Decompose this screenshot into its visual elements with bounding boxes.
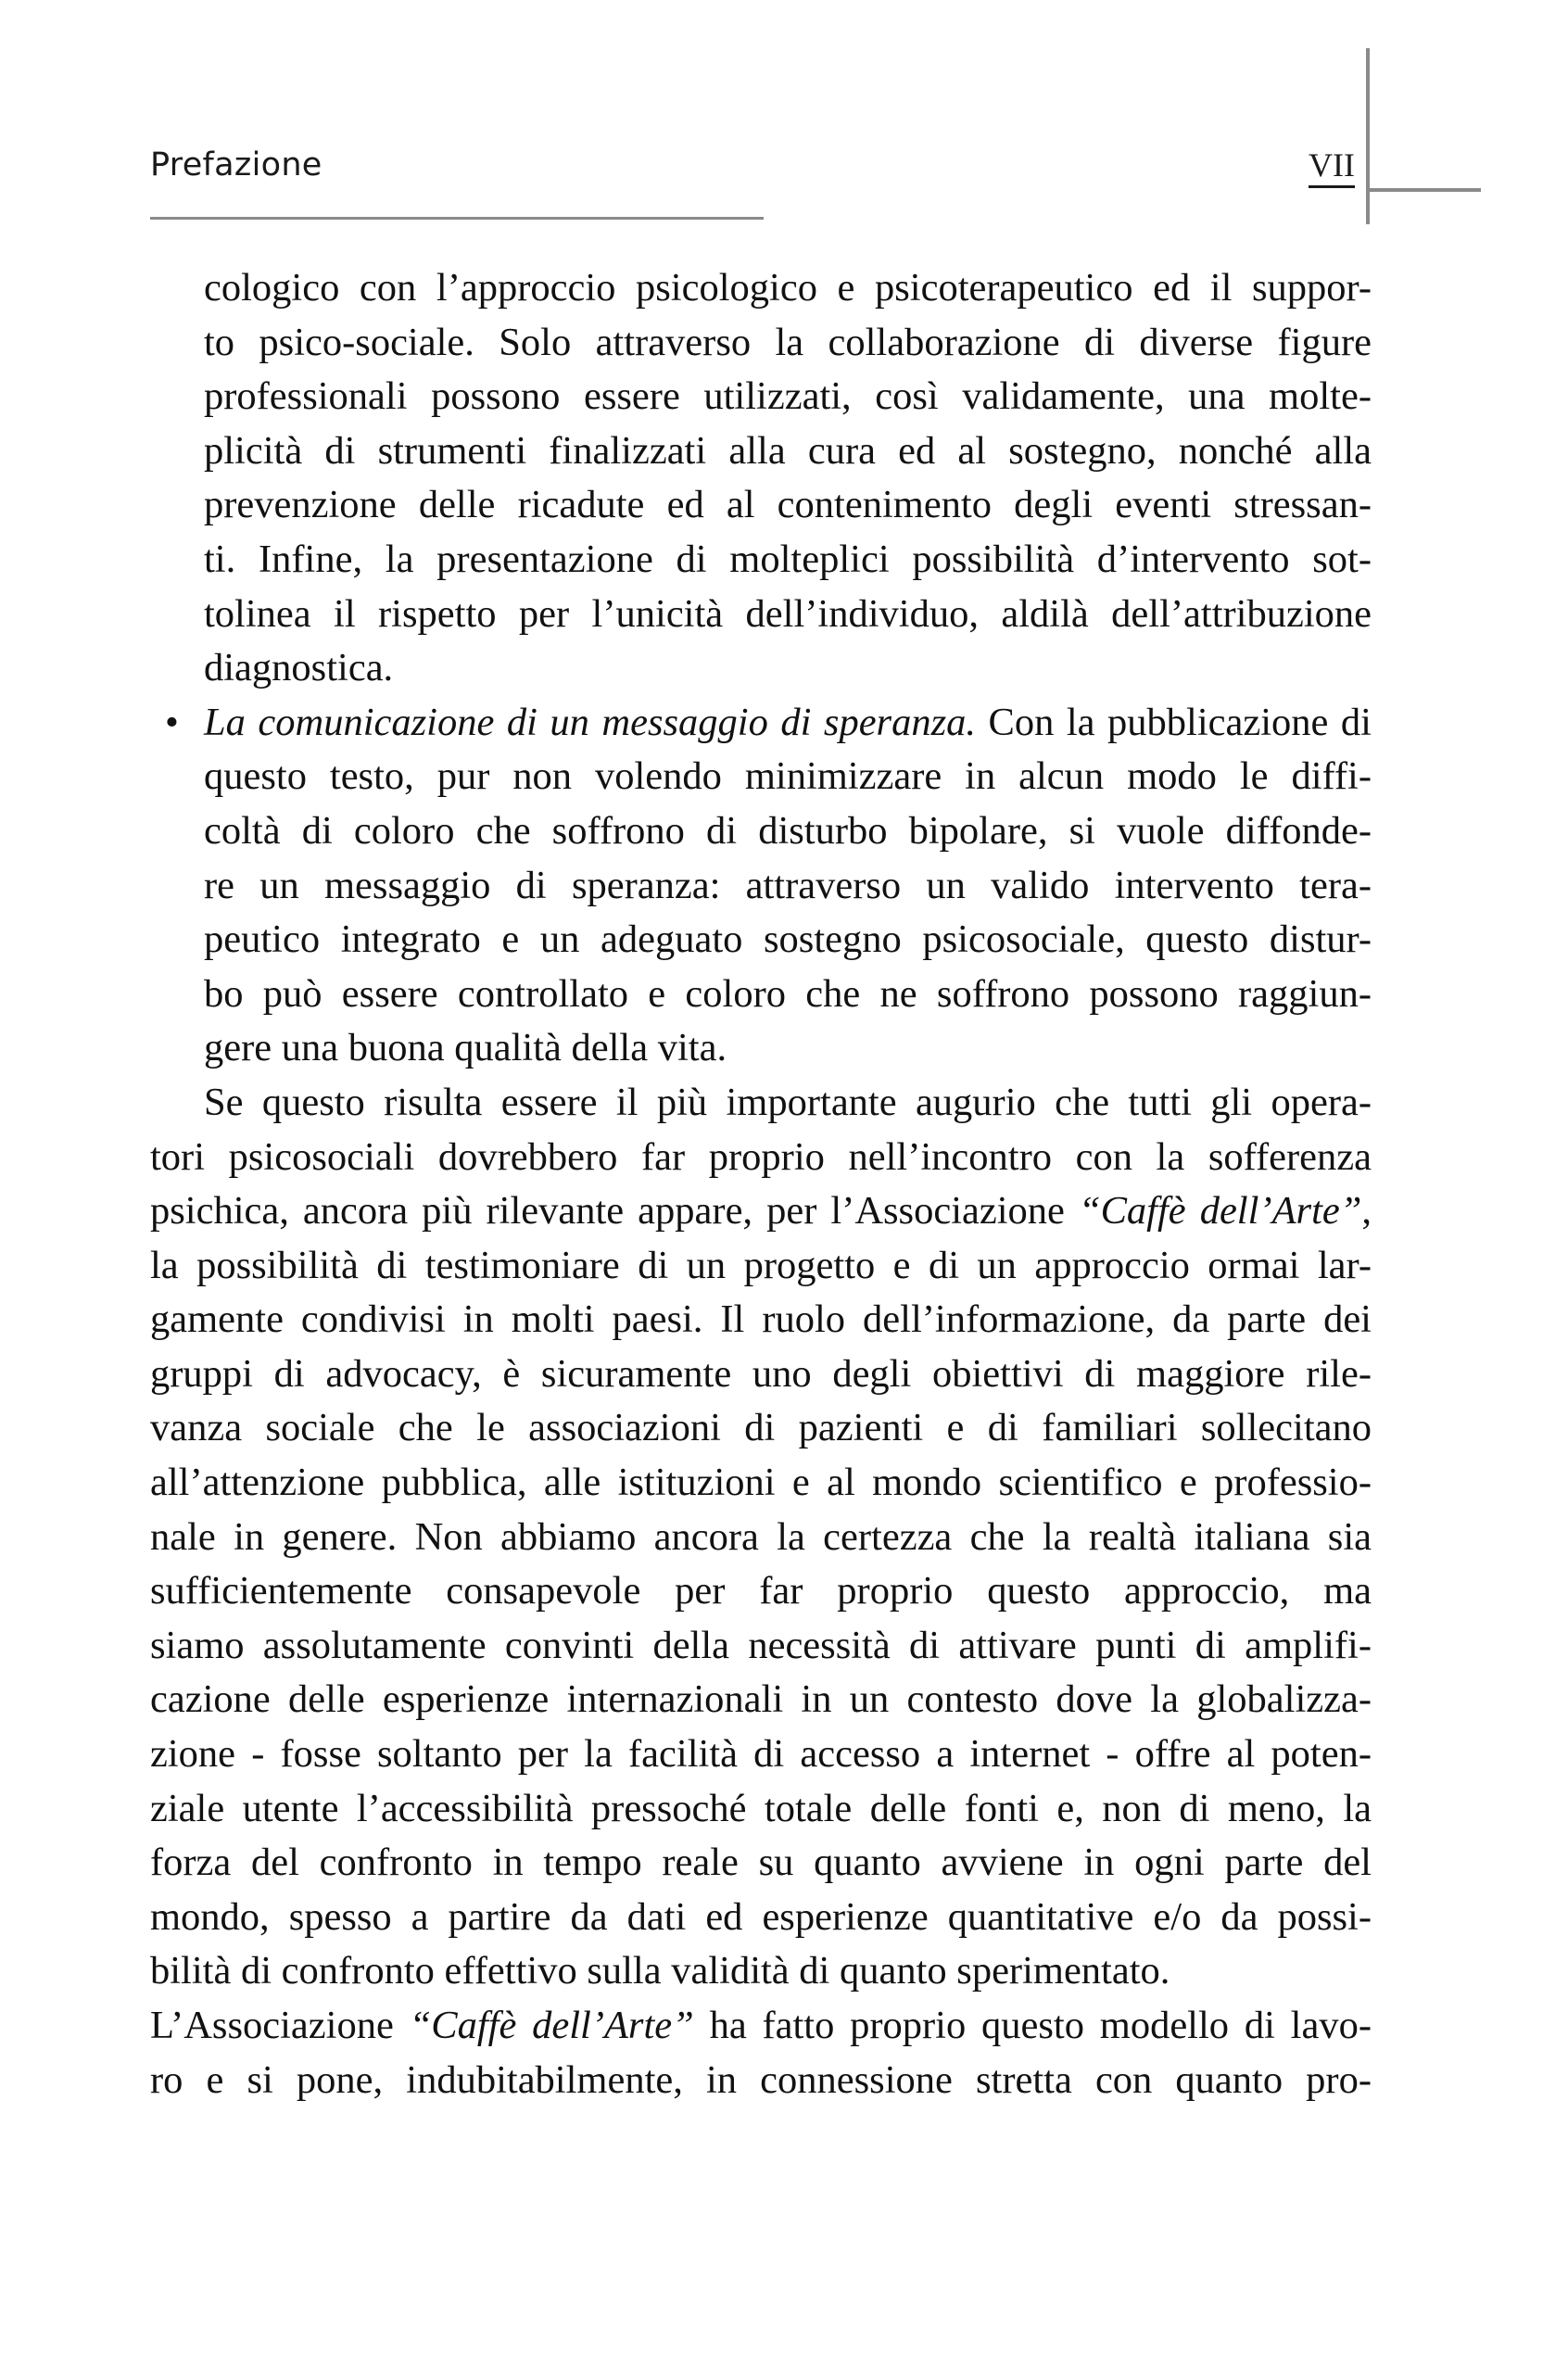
text-line: to psico-sociale. Solo attraverso la collaborazione di diverse figure xyxy=(204,320,1372,364)
text-span: L’Associazione xyxy=(150,2004,410,2047)
text-line: bo può essere controllato e coloro che ne soffrono possono raggiun- xyxy=(204,971,1372,1016)
text-line: coltà di coloro che soffrono di disturbo bipolare, si vuole diffonde- xyxy=(204,808,1372,853)
text-line xyxy=(150,1184,1372,1239)
text-line: zione - fosse soltanto per la facilità di accesso a internet - offre al poten- xyxy=(150,1732,1372,1777)
text-span: , xyxy=(1361,1189,1372,1234)
header-rule xyxy=(150,217,764,220)
text-line: gruppi di advocacy, è sicuramente uno degli obiettivi di maggiore rile- xyxy=(150,1351,1372,1396)
bullet-symbol: • xyxy=(165,700,179,744)
text-line: ro e si pone, indubitabilmente, in connessione stretta con quanto pro- xyxy=(150,2057,1372,2102)
association-name: “Caffè dell’Arte” xyxy=(409,2004,694,2047)
text-line: professionali possono essere utilizzati, così validamente, una molte- xyxy=(204,374,1372,419)
text-line: mondo, spesso a partire da dati ed esperienze quantitative e/o da possi- xyxy=(150,1894,1372,1939)
text-line: bilità di confronto effettivo sulla validità di quanto sperimentato. xyxy=(150,1949,1170,1993)
bullet-title: La comunicazione di un messaggio di speranza. xyxy=(204,700,977,744)
text-line: ti. Infine, la presentazione di molteplici possibilità d’intervento sot- xyxy=(204,537,1372,581)
text-line: all’attenzione pubblica, alle istituzioni e al mondo scientifico e professio- xyxy=(150,1461,1372,1505)
crop-mark-horizontal xyxy=(1366,188,1481,192)
text-line: siamo assolutamente convinti della necessità di attivare punti di amplifi- xyxy=(150,1623,1372,1667)
running-head-title: Prefazione xyxy=(150,146,322,183)
text-line: sufficientemente consapevole per far proprio questo approccio, ma xyxy=(150,1569,1372,1613)
text-line: tori psicosociali dovrebbero far proprio nell’incontro con la sofferenza xyxy=(150,1134,1372,1179)
bullet-item xyxy=(150,696,1372,751)
text-line: re un messaggio di speranza: attraverso un valido intervento tera- xyxy=(204,863,1372,907)
body-text xyxy=(150,261,1372,2107)
text-line: ziale utente l’accessibilità pressoché totale delle fonti e, non di meno, la xyxy=(150,1786,1372,1830)
crop-mark-vertical xyxy=(1366,48,1370,224)
text-line: peutico integrato e un adeguato sostegno psicosociale, questo distur- xyxy=(204,917,1372,962)
text-line: gere una buona qualità della vita. xyxy=(204,1026,727,1070)
text-line: la possibilità di testimoniare di un progetto e di un approccio ormai lar- xyxy=(150,1243,1372,1287)
text-line: prevenzione delle ricadute ed al contenimento degli eventi stressan- xyxy=(204,483,1372,527)
text-line: cologico con l’approccio psicologico e psicoterapeutico ed il suppor- xyxy=(204,266,1372,310)
bullet-first-line-rest: Con la pubblicazione di xyxy=(976,700,1372,744)
text-span: psichica, ancora più rilevante appare, per l’Associazione xyxy=(150,1189,1079,1234)
text-line xyxy=(150,696,1372,751)
text-line: tolinea il rispetto per l’unicità dell’individuo, aldilà dell’attribuzione xyxy=(204,591,1372,636)
text-line: cazione delle esperienze internazionali in un contesto dove la globalizza- xyxy=(150,1677,1372,1722)
text-line: Se questo risulta essere il più importante augurio che tutti gli opera- xyxy=(204,1080,1372,1124)
text-line: diagnostica. xyxy=(204,646,394,690)
text-line: vanza sociale che le associazioni di pazienti e di familiari sollecitano xyxy=(150,1406,1372,1450)
text-line: questo testo, pur non volendo minimizzare in alcun modo le diffi- xyxy=(204,754,1372,799)
text-line xyxy=(150,1999,1372,2054)
text-line: nale in genere. Non abbiamo ancora la certezza che la realtà italiana sia xyxy=(150,1514,1372,1559)
text-line: forza del confronto in tempo reale su quanto avviene in ogni parte del xyxy=(150,1841,1372,1885)
page-number: VII xyxy=(1309,146,1355,188)
association-name: “Caffè dell’Arte” xyxy=(1078,1189,1362,1234)
text-span: ha fatto proprio questo modello di lavo- xyxy=(693,2004,1372,2047)
text-line: gamente condivisi in molti paesi. Il ruolo dell’informazione, da parte dei xyxy=(150,1297,1372,1342)
text-line: plicità di strumenti finalizzati alla cura ed al sostegno, nonché alla xyxy=(204,428,1372,473)
